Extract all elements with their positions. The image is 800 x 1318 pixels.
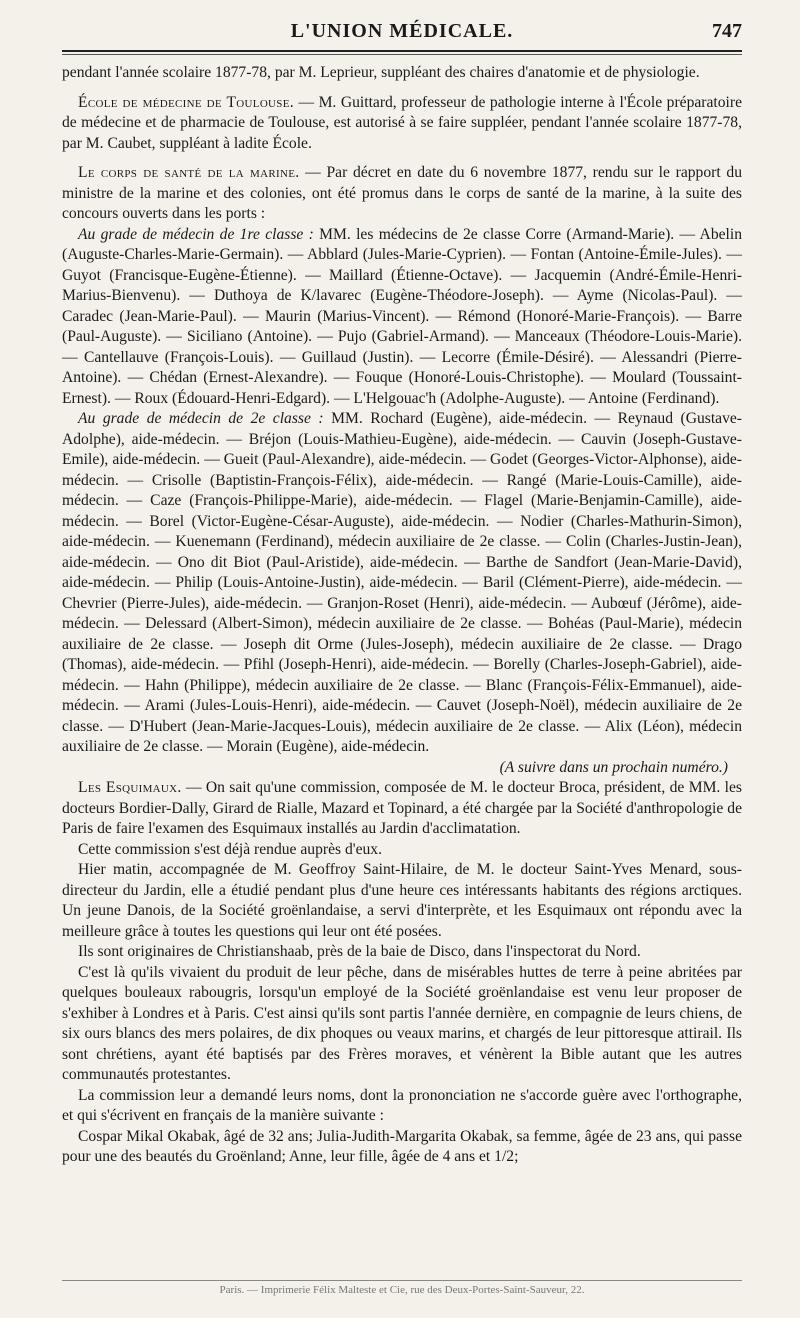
paragraph <box>62 409 742 758</box>
paragraph-text: Hier matin, accompagnée de M. Geoffroy Saint-Hilaire, de M. le docteur Saint-Yves Menard, sous-directeur du Jardin, elle a étudié pendant plus d'une heure ces intéressants habitants des régions arctiques. Un jeune Danois, de la Société groënlandaise, a servi d'interprète, et les Esquimaux ont répondu avec la meilleure grâce à toutes les questions qui leur ont été posées. <box>62 861 742 940</box>
paragraph-text: Ils sont originaires de Christianshaab, près de la baie de Disco, dans l'inspectorat du Nord. <box>78 943 641 960</box>
paragraph <box>62 963 742 1086</box>
paragraph <box>62 163 742 225</box>
paragraph-text: La commission leur a demandé leurs noms, dont la prononciation ne s'accorde guère avec l'orthographe, et qui s'écrivent en français de la manière suivante : <box>62 1086 742 1124</box>
paragraph-text: C'est là qu'ils vivaient du produit de leur pêche, dans de misérables huttes de terre à peine abritées par quelques bouleaux rabougris, lorsqu'un employé de la Société groënlandaise est venu leur proposer de s'exhiber à Londres et à Paris. C'est ainsi qu'ils sont partis l'année dernière, en compagnie de leurs chiens, de six ours blancs des mers polaires, de dix phoques ou veaux marins, et chargés de leur pittoresque attirail. Ils sont chrétiens, ayant été baptisés par des Frères moraves, et vénèrent la Bible autant que les autres communautés protestantes. <box>62 963 742 1083</box>
paragraph <box>62 63 742 84</box>
imprint-footer: Paris. — Imprimerie Félix Malteste et Cie, rue des Deux-Portes-Saint-Sauveur, 22. <box>62 1280 742 1296</box>
section-heading: Les Esquimaux. <box>78 779 182 796</box>
section-heading: Le corps de santé de la marine. <box>78 164 300 181</box>
paragraph-text: Cospar Mikal Okabak, âgé de 32 ans; Julia-Judith-Margarita Okabak, sa femme, âgée de 23 ans, qui passe pour une des beautés du Groënland; Anne, leur fille, âgée de 4 ans et 1/2; <box>62 1127 742 1165</box>
paragraph <box>62 778 742 840</box>
section-heading: École de médecine de Toulouse. <box>78 93 294 111</box>
page-number: 747 <box>712 20 742 42</box>
grade-heading: Au grade de médecin de 2e classe : <box>78 410 324 427</box>
paragraph-text: — Par décret en date du 6 novembre 1877, rendu sur le rapport du ministre de la marine et des colonies, ont été promus dans le corps de santé de la marine, à la suite des concours ouverts dans les ports : <box>62 164 742 222</box>
paragraph <box>62 1086 742 1127</box>
paragraph-text: Cette commission s'est déjà rendue auprès d'eux. <box>78 840 382 858</box>
running-head <box>62 14 742 52</box>
header-rule <box>62 54 742 55</box>
paragraph-text: pendant l'année scolaire 1877-78, par M. Leprieur, suppléant des chaires d'anatomie et de physiologie. <box>62 64 700 81</box>
paragraph-text: — On sait qu'une commission, composée de M. le docteur Broca, président, de MM. les docteurs Bordier-Dally, Girard de Rialle, Mazard et Topinard, a été chargée par la Société d'anthropologie de Paris de faire l'examen des Esquimaux installés au Jardin d'acclimatation. <box>62 779 742 837</box>
paragraph <box>62 225 742 410</box>
article-body <box>62 63 742 1168</box>
paragraph-text: MM. les médecins de 2e classe Corre (Armand-Marie). — Abelin (Auguste-Charles-Marie-Germain). — Abblard (Jules-Marie-Cyprien). — Fontan (Antoine-Émile-Jules). — Guyot (Francisque-Eugène-Étienne). — Maillard (Étienne-Octave). — Jacquemin (André-Émile-Henri-Marius-Bienvenu). — Duthoya de K/lavarec (Eugène-Théodore-Joseph). — Ayme (Nicolas-Paul). — Caradec (Jean-Marie-Paul). — Maurin (Marius-Vincent). — Rémond (Honoré-Marie-François). — Barre (Paul-Auguste). — Siciliano (Antoine). — Pujo (Gabriel-Armand). — Manceaux (Théodore-Louis-Marie). — Cantellauve (François-Louis). — Guillaud (Justin). — Lecorre (Émile-Désiré). — Alessandri (Pierre-Antoine). — Chédan (Ernest-Alexandre). — Fouque (Honoré-Louis-Christophe). — Moulard (Toussaint-Ernest). — Roux (Édouard-Henri-Edgard). — L'Helgouac'h (Adolphe-Auguste). — Antoine (Ferdinand). <box>62 225 742 407</box>
grade-heading: Au grade de médecin de 1re classe : <box>78 225 314 243</box>
paragraph <box>62 942 742 963</box>
paragraph <box>62 840 742 861</box>
paragraph <box>62 93 742 155</box>
to-be-continued: (A suivre dans un prochain numéro.) <box>499 758 728 776</box>
paragraph <box>62 860 742 942</box>
journal-title: L'UNION MÉDICALE. <box>290 20 514 42</box>
paragraph-text: — M. Guittard, professeur de pathologie interne à l'École préparatoire de médecine et de pharmacie de Toulouse, est autorisé à se faire suppléer, pendant l'année scolaire 1877-78, par M. Caubet, suppléant à ladite École. <box>62 93 742 152</box>
paragraph <box>62 1127 742 1168</box>
paragraph-text: MM. Rochard (Eugène), aide-médecin. — Reynaud (Gustave-Adolphe), aide-médecin. — Bréjon (Louis-Mathieu-Eugène), aide-médecin. — Cauvin (Joseph-Gustave-Emile), aide-médecin. — Gueit (Paul-Alexandre), aide-médecin. — Godet (Georges-Victor-Alphonse), aide-médecin. — Crisolle (Baptistin-François-Félix), aide-médecin. — Rangé (Marie-Louis-Camille), aide-médecin. — Caze (François-Philippe-Marie), aide-médecin. — Flagel (Marie-Benjamin-Camille), aide-médecin. — Borel (Victor-Eugène-César-Auguste), aide-médecin. — Nodier (Charles-Mathurin-Simon), aide-médecin. — Kuenemann (Ferdinand), médecin auxiliaire de 2e classe. — Colin (Charles-Justin-Jean), aide-médecin. — Ono dit Biot (Paul-Aristide), aide-médecin. — Barthe de Sandfort (Jean-Marie-David), aide-médecin. — Philip (Louis-Antoine-Justin), aide-médecin. — Baril (Clément-Pierre), aide-médecin. — Chevrier (Pierre-Jules), aide-médecin. — Granjon-Roset (Henri), aide-médecin. — Aubœuf (Jérôme), aide-médecin. — Delessard (Albert-Simon), médecin auxiliaire de 2e classe. — Bohéas (Paul-Marie), médecin auxiliaire de 2e classe. — Joseph dit Orme (Jules-Joseph), médecin auxiliaire de 2e classe. — Drago (Thomas), aide-médecin. — Pfihl (Joseph-Henri), aide-médecin. — Borelly (Charles-Joseph-Gabriel), aide-médecin. — Hahn (Philippe), médecin auxiliaire de 2e classe. — Blanc (François-Félix-Emmanuel), aide-médecin. — Arami (Jules-Louis-Henri), aide-médecin. — Cauvet (Joseph-Noël), médecin auxiliaire de 2e classe. — D'Hubert (Jean-Marie-Jacques-Louis), médecin auxiliaire de 2e classe. — Alix (Léon), médecin auxiliaire de 2e classe. — Morain (Eugène), aide-médecin. <box>62 410 742 755</box>
